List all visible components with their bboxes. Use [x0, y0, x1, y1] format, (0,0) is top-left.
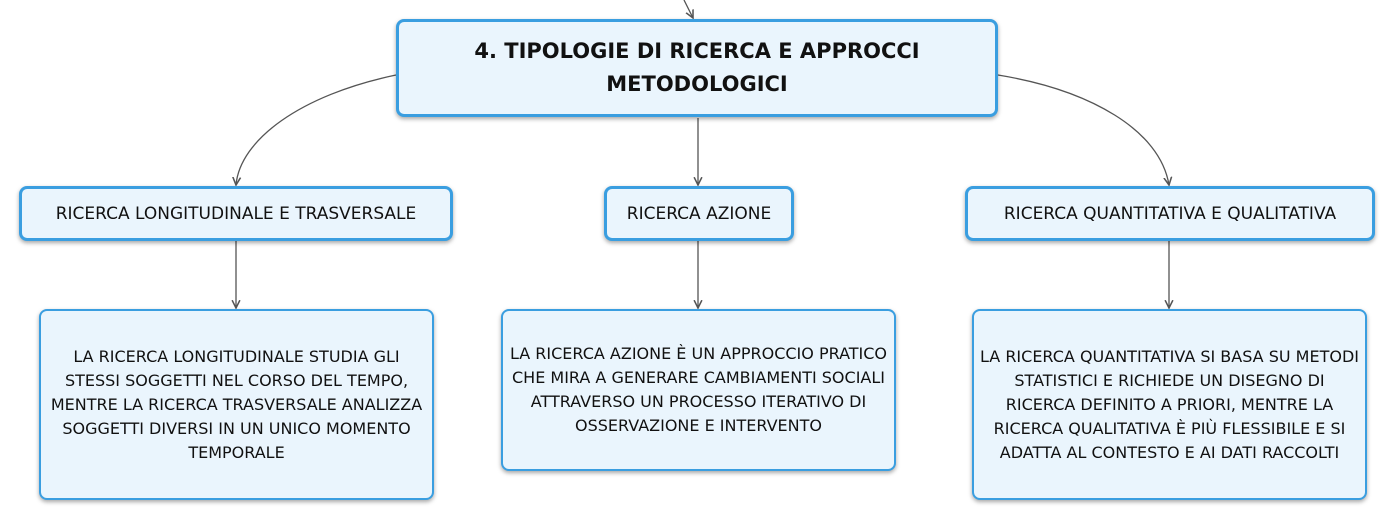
root-topic-title: 4. TIPOLOGIE DI RICERCA E APPROCCI METODOLOGICI — [474, 39, 920, 96]
root-topic-node[interactable] — [396, 19, 998, 117]
connector-root-branch-3 — [998, 75, 1169, 185]
branch-node-azione[interactable] — [604, 186, 794, 241]
leaf-node-longitudinale[interactable] — [39, 309, 434, 500]
incoming-connector — [684, 0, 693, 18]
branch-label-azione: RICERCA AZIONE — [626, 203, 772, 224]
leaf-node-azione[interactable] — [501, 309, 896, 471]
branch-label-longitudinale: RICERCA LONGITUDINALE E TRASVERSALE — [55, 203, 417, 224]
branch-label-quantitativa: RICERCA QUANTITATIVA E QUALITATIVA — [1003, 203, 1337, 224]
connector-root-branch-1 — [236, 75, 396, 185]
branch-node-longitudinale[interactable] — [19, 186, 453, 241]
branch-node-quantitativa[interactable] — [965, 186, 1375, 241]
leaf-node-quantitativa[interactable] — [972, 309, 1367, 500]
leaf-text-longitudinale: LA RICERCA LONGITUDINALE STUDIA GLI STESSI SOGGETTI NEL CORSO DEL TEMPO, MENTRE LA RICERCA TRASVERSALE ANALIZZA SOGGETTI DIVERSI IN UN UNICO MOMENTO TEMPORALE — [50, 346, 423, 462]
leaf-text-quantitativa: LA RICERCA QUANTITATIVA SI BASA SU METODI STATISTICI E RICHIEDE UN DISEGNO DI RICERCA DEFINITO A PRIORI, MENTRE LA RICERCA QUALITATIVA È PIÙ FLESSIBILE E SI ADATTA AL CONTESTO E AI DATI RACCOLTI — [980, 346, 1359, 462]
leaf-text-azione: LA RICERCA AZIONE È UN APPROCCIO PRATICO CHE MIRA A GENERARE CAMBIAMENTI SOCIALI ATTRAVERSO UN PROCESSO ITERATIVO DI OSSERVAZIONE E INTERVENTO — [509, 344, 888, 435]
